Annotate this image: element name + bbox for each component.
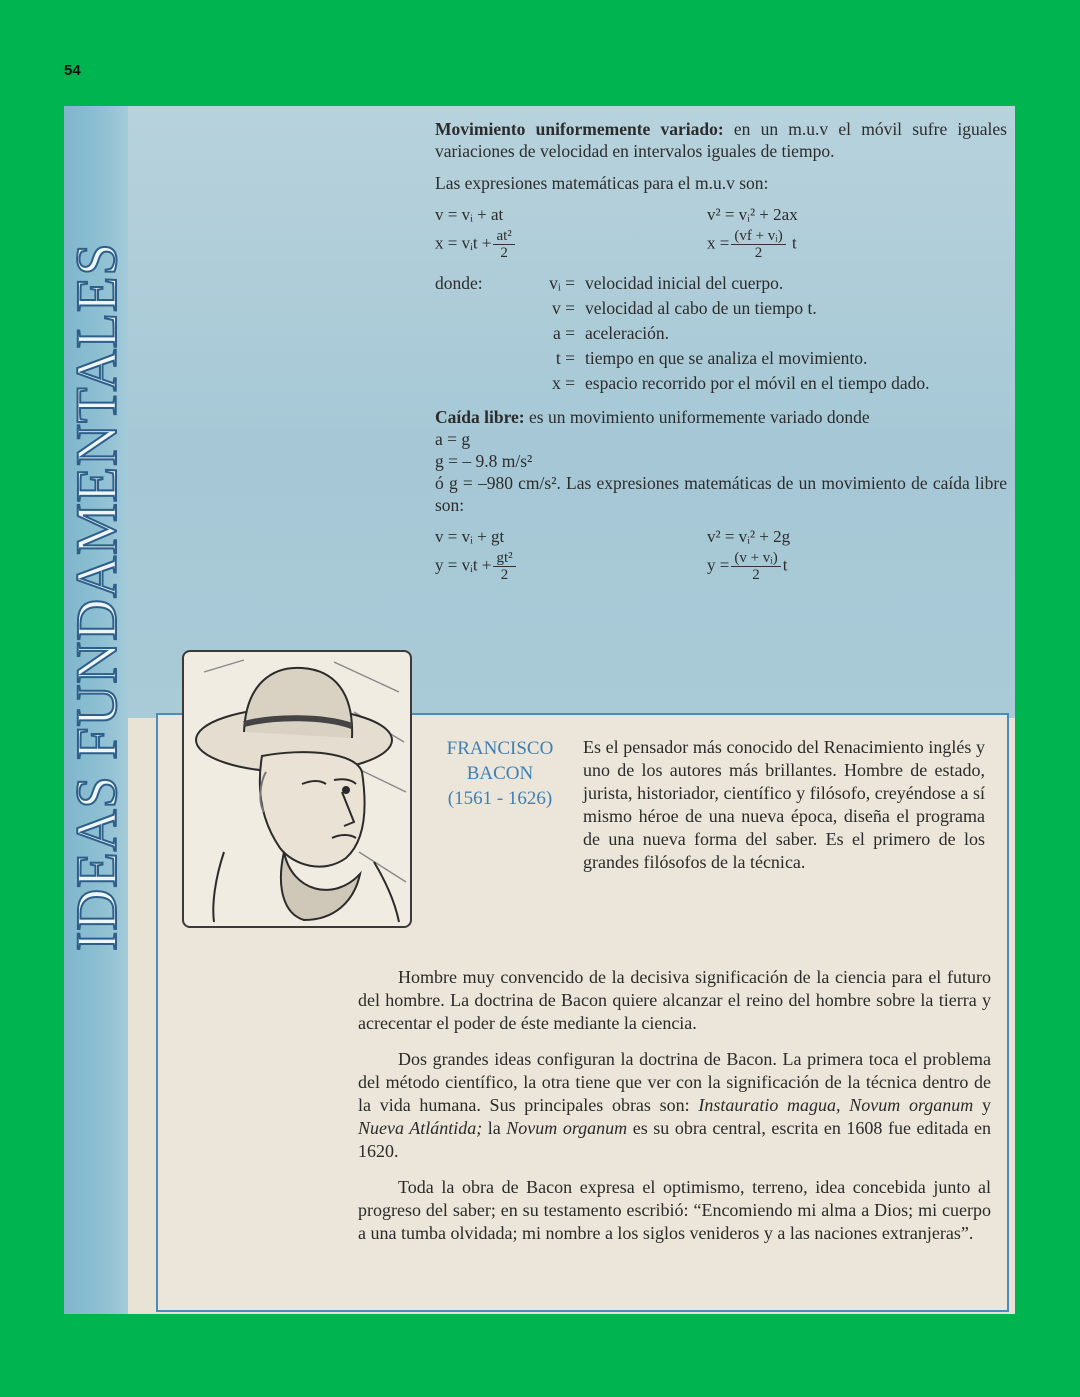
bio-last-name: BACON — [466, 763, 534, 784]
ff-formula-velocity: v = vᵢ + gt — [435, 527, 505, 546]
work-title: Novum organum — [849, 1095, 974, 1115]
free-fall-line-a: a = g — [435, 429, 471, 449]
work-title: Nueva Atlántida; — [358, 1118, 483, 1138]
portrait-illustration — [184, 652, 410, 926]
book-page — [64, 106, 1015, 1314]
free-fall-line-g: g = – 9.8 m/s² — [435, 451, 533, 471]
bio-first-name: FRANCISCO — [446, 738, 554, 759]
free-fall-heading: Caída libre: — [435, 407, 525, 427]
bacon-essay — [358, 966, 991, 1258]
ff-formula-height: y = vᵢt + $\frac{\text{gt²}}{2}$ — [435, 550, 707, 583]
where-label: donde: — [435, 273, 483, 293]
bio-summary: Es el pensador más conocido del Renacimiento inglés y uno de los autores más brillantes. Hombre de estado, jurista, historiador, científico y filósofo, creyéndose a sí mismo héroe de una nueva época, diseña el programa de una nueva forma del saber. Es el primero de los grandes filósofos de la técnica. — [583, 737, 985, 872]
where-symbol: v = — [552, 298, 575, 318]
muv-paragraph — [435, 118, 1007, 162]
free-fall-text: es un movimiento uniformemente variado donde — [524, 407, 870, 427]
physics-content — [435, 118, 1007, 593]
bio-name-block — [436, 736, 564, 811]
free-fall-formulas — [435, 526, 1007, 583]
essay-paragraph-3: Toda la obra de Bacon expresa el optimismo, terreno, idea concebida junto al progreso del saber; en su testamento escribió: “Encomiendo mi alma a Dios; mi cuerpo a una tumba olvidada; mi nombre a los siglos venideros y a las naciones extranjeras”. — [358, 1177, 991, 1243]
bacon-portrait — [182, 650, 412, 928]
essay-paragraph-2: Dos grandes ideas configuran la doctrina de Bacon. La primera toca el problema del método científico, la otra tiene que ver con la significación de la técnica dentro de la vida humana. Sus principales obras son: Instauratio magua, Novum organum y Nueva Atlántida; la Novum organum es su obra central, escrita en 1608 fue editada en 1620. — [358, 1049, 991, 1161]
work-title: Instauratio magua, — [698, 1095, 841, 1115]
ff-formula-velocity-squared: v² = vᵢ² + 2g — [707, 527, 791, 546]
where-symbol: a = — [552, 323, 575, 343]
muv-formulas — [435, 204, 1007, 261]
work-title: Novum organum — [506, 1118, 628, 1138]
where-description: velocidad inicial del cuerpo. — [585, 273, 784, 293]
ff-formula-mean-velocity: y = $\frac{\text{(v + vᵢ)}}{2}$ t — [707, 550, 788, 583]
essay-paragraph-1: Hombre muy convencido de la decisiva significación de la ciencia para el futuro del hombre. La doctrina de Bacon quiere alcanzar el reino del hombre sobre la tierra y acrecentar el poder de éste mediante la ciencia. — [358, 967, 991, 1033]
muv-heading: Movimiento uniformemente variado: — [435, 119, 724, 139]
where-symbol: t = — [555, 348, 575, 368]
bio-years: (1561 - 1626) — [447, 788, 553, 809]
muv-formula-velocity: v = vᵢ + at — [435, 205, 504, 224]
side-title: IDEAS FUNDAMENTALES — [64, 242, 129, 951]
page-number: 54 — [64, 62, 81, 79]
muv-intro: Las expresiones matemáticas para el m.u.v son: — [435, 173, 769, 193]
muv-text: en un m.u.v el móvil sufre iguales variaciones de velocidad en intervalos iguales de tiempo. — [435, 119, 1007, 161]
free-fall-paragraph — [435, 406, 1007, 428]
muv-formula-position: x = vᵢt + $\frac{\text{at²}}{2}$ — [435, 228, 707, 261]
variable-definitions — [435, 271, 1007, 396]
where-description: tiempo en que se analiza el movimiento. — [585, 348, 868, 368]
where-symbol: vᵢ = — [549, 273, 575, 293]
muv-formula-mean-velocity: x = $\frac{\text{(vf + vᵢ)}}{2}$ t — [707, 228, 797, 261]
muv-formula-velocity-squared: v² = vᵢ² + 2ax — [707, 205, 798, 224]
where-symbol: x = — [552, 373, 575, 393]
where-description: espacio recorrido por el móvil en el tiempo dado. — [585, 373, 930, 393]
where-description: velocidad al cabo de un tiempo t. — [585, 298, 817, 318]
free-fall-line-cgs: ó g = –980 cm/s². Las expresiones matemáticas de un movimiento de caída libre son: — [435, 473, 1007, 515]
where-description: aceleración. — [585, 323, 670, 343]
